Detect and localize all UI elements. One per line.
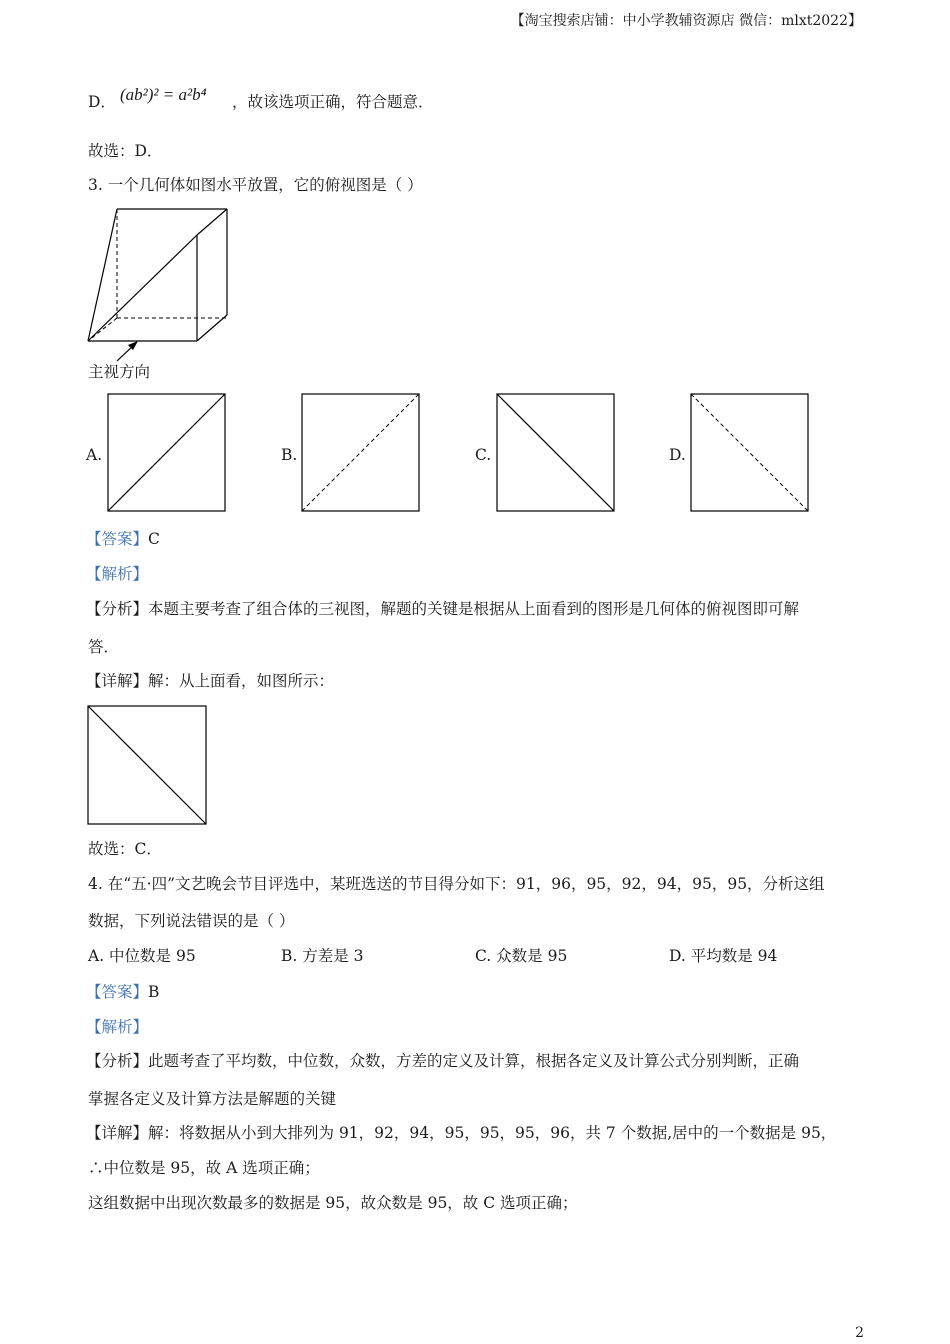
q3-detail xyxy=(86,674,334,690)
q3-option-c-label: C. xyxy=(475,446,492,464)
q3-option-d-label: D. xyxy=(669,446,686,464)
prev-option-d-label: D． xyxy=(88,93,116,111)
q3-detail-tag: 【详解】 xyxy=(86,672,149,690)
q4-detail xyxy=(86,1126,836,1142)
prev-option-d-formula-text: (ab²)² = a²b⁴ xyxy=(120,85,207,104)
front-view-arrow-icon xyxy=(117,341,138,361)
q4-detail-line2: ∴中位数是 95，故 A 选项正确； xyxy=(88,1159,320,1177)
q4-fenxi-tag: 【分析】 xyxy=(86,1052,149,1070)
q4-option-c: C. 众数是 95 xyxy=(475,947,568,965)
page-number: 2 xyxy=(855,1325,864,1341)
q3-option-b-label: B. xyxy=(281,446,298,464)
page-header: 【淘宝搜索店铺：中小学教辅资源店 微信：mlxt2022】 xyxy=(510,13,862,29)
q4-question-line2: 数据，下列说法错误的是（ ） xyxy=(88,912,295,930)
q4-answer xyxy=(86,985,159,1001)
q4-detail-text: 解：将数据从小到大排列为 91，92，94，95，95，95，96，共 7 个数据,居中的一个数据是 95， xyxy=(148,1124,837,1142)
q3-fenxi-tag: 【分析】 xyxy=(86,600,149,618)
q4-option-d: D. 平均数是 94 xyxy=(669,947,778,965)
q3-fenxi-line2: 答． xyxy=(88,638,120,656)
q3-question: 3. 一个几何体如图水平放置，它的俯视图是（ ） xyxy=(88,176,423,194)
q3-solid-figure xyxy=(86,205,231,365)
q3-top-view-figure xyxy=(87,705,209,827)
prev-conclusion: 故选：D． xyxy=(88,142,163,160)
q4-option-b: B. 方差是 3 xyxy=(281,947,364,965)
q3-answer xyxy=(86,532,160,548)
q4-detail-line3: 这组数据中出现次数最多的数据是 95，故众数是 95，故 C 选项正确； xyxy=(88,1194,578,1212)
q3-fenxi xyxy=(86,602,799,618)
q4-fenxi-line2: 掌握各定义及计算方法是解题的关键 xyxy=(88,1090,337,1108)
q4-answer-tag: 【答案】 xyxy=(86,983,149,1001)
q3-detail-text: 解：从上面看，如图所示： xyxy=(148,672,335,690)
q3-analysis-tag: 【解析】 xyxy=(86,565,149,583)
q3-option-c-square xyxy=(496,393,616,513)
q4-detail-tag: 【详解】 xyxy=(86,1124,149,1142)
q3-conclusion: 故选：C． xyxy=(88,840,162,858)
q3-option-b-square xyxy=(301,393,421,513)
q3-option-a-label: A. xyxy=(86,446,103,464)
q4-fenxi-text: 此题考查了平均数，中位数，众数，方差的定义及计算，根据各定义及计算公式分别判断，正确 xyxy=(148,1052,800,1070)
q3-answer-value: C xyxy=(148,530,160,548)
q3-option-a-square xyxy=(107,393,227,513)
prev-option-d-formula xyxy=(120,86,207,104)
q3-option-d-square xyxy=(690,393,810,513)
q3-fenxi-text: 本题主要考查了组合体的三视图，解题的关键是根据从上面看到的图形是几何体的俯视图即可解 xyxy=(148,600,800,618)
q4-analysis-tag: 【解析】 xyxy=(86,1018,149,1036)
q4-answer-value: B xyxy=(148,983,160,1001)
q4-fenxi xyxy=(86,1054,799,1070)
q4-question-line1: 4. 在“五·四”文艺晚会节目评选中，某班选送的节目得分如下：91，96，95，92，94，95，95，分析这组 xyxy=(88,875,825,893)
prev-option-d-text: ，故该选项正确，符合题意． xyxy=(232,93,434,111)
q4-option-a: A. 中位数是 95 xyxy=(88,947,196,965)
q3-answer-tag: 【答案】 xyxy=(86,530,149,548)
q3-front-direction-label: 主视方向 xyxy=(88,363,151,381)
